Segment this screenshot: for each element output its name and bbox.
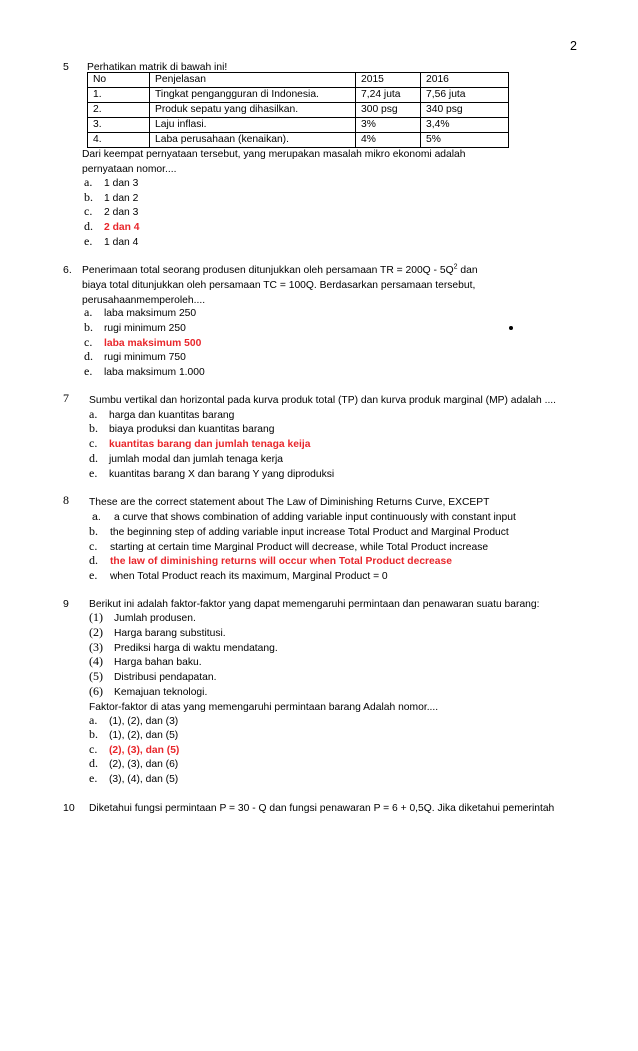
factor-number: (4) <box>89 654 103 668</box>
option-text: starting at certain time Marginal Product will decrease, while Total Product increase <box>110 542 489 553</box>
option-text: (2), (3), dan (6) <box>109 759 179 770</box>
option-text: 2 dan 3 <box>104 207 139 218</box>
option-text: 1 dan 3 <box>104 178 139 189</box>
option-text: jumlah modal dan jumlah tenaga kerja <box>109 454 284 465</box>
option-letter: a. <box>84 305 93 319</box>
question-9-instruction: Faktor-faktor di atas yang memengaruhi permintaan barang Adalah nomor.... <box>89 702 439 713</box>
option-text: the beginning step of adding variable input increase Total Product and Marginal Product <box>110 527 509 538</box>
option-letter: e. <box>89 568 98 582</box>
factor-number: (6) <box>89 684 103 698</box>
table-cell: Laba perusahaan (kenaikan). <box>150 133 356 148</box>
factor-text: Prediksi harga di waktu mendatang. <box>114 643 278 654</box>
correct-answer-text: kuantitas barang dan jumlah tenaga keija <box>109 439 311 450</box>
question-6-text: biaya total ditunjukkan oleh persamaan TC = 100Q. Berdasarkan persamaan tersebut, <box>82 280 476 291</box>
table-cell: 2. <box>88 103 150 118</box>
option-text: when Total Product reach its maximum, Marginal Product = 0 <box>110 571 388 582</box>
table-cell: 1. <box>88 88 150 103</box>
option-text: laba maksimum 1.000 <box>104 367 205 378</box>
question-9-text: Berikut ini adalah faktor-faktor yang dapat memengaruhi permintaan dan penawaran suatu barang: <box>89 599 540 610</box>
table-cell: 7,56 juta <box>421 88 509 103</box>
option-letter: d. <box>84 219 93 233</box>
option-text: kuantitas barang X dan barang Y yang diproduksi <box>109 469 335 480</box>
table-cell: 300 psg <box>356 103 421 118</box>
option-letter: b. <box>89 727 98 741</box>
question-6-text: Penerimaan total seorang produsen ditunjukkan oleh persamaan TR = $200Q - 5Q^2$ dan <box>82 263 478 276</box>
option-letter: e. <box>84 234 93 248</box>
question-7-number: 7 <box>63 391 69 405</box>
question-5-text: Perhatikan matrik di bawah ini! <box>87 62 228 73</box>
question-5-instruction: pernyataan nomor.... <box>82 164 177 175</box>
factor-text: Kemajuan teknologi. <box>114 687 208 698</box>
question-5-number: 5 <box>63 61 69 73</box>
option-letter: a. <box>89 407 98 421</box>
option-text: (1), (2), dan (3) <box>109 716 179 727</box>
option-letter: b. <box>84 190 93 204</box>
option-letter: d. <box>89 553 98 567</box>
table-header-cell: Penjelasan <box>150 73 356 88</box>
question-6-number: 6. <box>63 264 72 276</box>
option-letter: a. <box>84 175 93 189</box>
table-cell: Tingkat pengangguran di Indonesia. <box>150 88 356 103</box>
question-6-text: perusahaanmemperoleh.... <box>82 295 206 306</box>
table-cell: 5% <box>421 133 509 148</box>
table-header-cell: 2016 <box>421 73 509 88</box>
table-header-cell: No <box>88 73 150 88</box>
table-cell: 4. <box>88 133 150 148</box>
factor-number: (1) <box>89 610 103 624</box>
bullet-dot-icon <box>509 326 513 330</box>
table-row <box>88 118 509 133</box>
option-letter: e. <box>84 364 93 378</box>
table-row <box>88 133 509 148</box>
option-letter: c. <box>84 204 93 218</box>
question-5-instruction: Dari keempat pernyataan tersebut, yang merupakan masalah mikro ekonomi adalah <box>82 149 466 160</box>
option-text: laba maksimum 250 <box>104 308 197 319</box>
option-letter: d. <box>89 756 98 770</box>
option-letter: b. <box>89 421 98 435</box>
correct-answer-text: laba maksimum 500 <box>104 338 202 349</box>
option-text: rugi minimum 250 <box>104 323 186 334</box>
option-text: rugi minimum 750 <box>104 352 186 363</box>
table-cell: 340 psg <box>421 103 509 118</box>
question-10-text: Diketahui fungsi permintaan P = 30 - Q dan fungsi penawaran P = 6 + 0,5Q. Jika diketahui pemerintah <box>89 803 555 814</box>
factor-text: Distribusi pendapatan. <box>114 672 217 683</box>
table-cell: Laju inflasi. <box>150 118 356 133</box>
matrix-table <box>87 72 509 148</box>
option-text: 1 dan 2 <box>104 193 139 204</box>
option-letter: a. <box>92 511 101 523</box>
correct-answer-text: the law of diminishing returns will occur when Total Product decrease <box>110 556 452 567</box>
option-text: 1 dan 4 <box>104 237 139 248</box>
table-cell: Produk sepatu yang dihasilkan. <box>150 103 356 118</box>
factor-text: Harga bahan baku. <box>114 657 202 668</box>
correct-answer-text: (2), (3), dan (5) <box>109 745 180 756</box>
option-letter: c. <box>89 742 98 756</box>
option-letter: e. <box>89 466 98 480</box>
question-7-text: Sumbu vertikal dan horizontal pada kurva produk total (TP) dan kurva produk marginal (MP) adalah .... <box>89 395 557 406</box>
page-number: 2 <box>570 39 577 53</box>
option-letter: b. <box>89 524 98 538</box>
option-letter: e. <box>89 771 98 785</box>
option-letter: c. <box>89 539 98 553</box>
correct-answer-text: 2 dan 4 <box>104 222 140 233</box>
option-letter: c. <box>89 436 98 450</box>
table-header-row <box>88 73 509 88</box>
option-letter: b. <box>84 320 93 334</box>
table-cell: 3% <box>356 118 421 133</box>
table-cell: 3,4% <box>421 118 509 133</box>
factor-text: Harga barang substitusi. <box>114 628 226 639</box>
table-header-cell: 2015 <box>356 73 421 88</box>
table-row <box>88 88 509 103</box>
option-letter: d. <box>89 451 98 465</box>
table-cell: 7,24 juta <box>356 88 421 103</box>
option-letter: a. <box>89 713 98 727</box>
factor-number: (5) <box>89 669 103 683</box>
factor-text: Jumlah produsen. <box>114 613 196 624</box>
question-8-text: These are the correct statement about The Law of Diminishing Returns Curve, EXCEPT <box>89 497 490 508</box>
option-text: harga dan kuantitas barang <box>109 410 235 421</box>
factor-number: (2) <box>89 625 103 639</box>
question-8-number: 8 <box>63 493 69 507</box>
option-letter: d. <box>84 349 93 363</box>
question-10-number: 10 <box>63 802 75 814</box>
question-9-number: 9 <box>63 598 69 610</box>
option-text: (3), (4), dan (5) <box>109 774 179 785</box>
option-text: a curve that shows combination of adding variable input continuously with constant input <box>114 512 516 523</box>
option-text: biaya produksi dan kuantitas barang <box>109 424 275 435</box>
table-row <box>88 103 509 118</box>
option-text: (1), (2), dan (5) <box>109 730 179 741</box>
table-cell: 3. <box>88 118 150 133</box>
factor-number: (3) <box>89 640 103 654</box>
table-cell: 4% <box>356 133 421 148</box>
option-letter: c. <box>84 335 93 349</box>
